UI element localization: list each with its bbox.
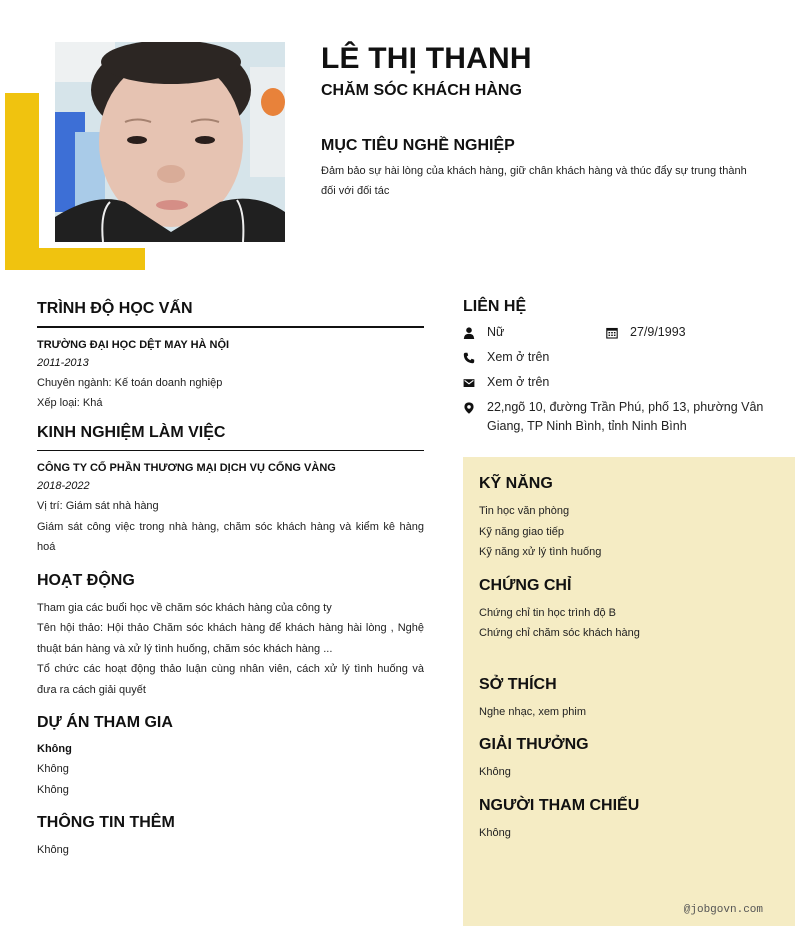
hobbies-text: Nghe nhạc, xem phim <box>479 705 586 718</box>
education-section <box>37 298 424 414</box>
certificates-heading: CHỨNG CHỈ <box>479 576 572 594</box>
email-value: Xem ở trên <box>487 375 550 389</box>
address-field <box>463 398 793 436</box>
education-heading: TRÌNH ĐỘ HỌC VẤN <box>37 300 193 317</box>
skill-item: Tin học văn phòng <box>479 505 570 517</box>
envelope-icon <box>463 373 487 392</box>
gender-field <box>463 323 606 342</box>
awards-text: Không <box>479 766 511 778</box>
extra-info-text: Không <box>37 844 69 856</box>
activities-section <box>37 570 424 701</box>
skill-item: Kỹ năng xử lý tình huống <box>479 546 602 558</box>
left-column <box>37 298 424 861</box>
references-section <box>479 795 779 844</box>
references-heading: NGƯỜI THAM CHIẾU <box>479 796 640 814</box>
map-pin-icon <box>463 398 487 417</box>
activity-item: Tổ chức các hoạt động thảo luận cùng nhân viên, cách xử lý tình huống và đưa ra cách giải quyết <box>37 663 424 696</box>
experience-position: Vị trí: Giám sát nhà hàng <box>37 500 159 512</box>
certificates-section <box>479 575 779 644</box>
education-grade: Xếp loại: Khá <box>37 397 103 409</box>
hobbies-heading: SỞ THÍCH <box>479 675 557 693</box>
company-name: CÔNG TY CỐ PHẦN THƯƠNG MẠI DỊCH VỤ CỐNG VÀNG <box>37 462 336 474</box>
project-line: Không <box>37 763 69 775</box>
contact-heading: LIÊN HỆ <box>463 298 527 315</box>
skills-section <box>479 473 779 563</box>
phone-icon <box>463 348 487 367</box>
profile-photo <box>55 42 285 242</box>
certificate-item: Chứng chỉ chăm sóc khách hàng <box>479 627 640 639</box>
extra-info-heading: THÔNG TIN THÊM <box>37 814 175 831</box>
education-major: Chuyên ngành: Kế toán doanh nghiệp <box>37 376 223 389</box>
hobbies-section <box>479 674 779 723</box>
side-panel <box>463 457 795 926</box>
activity-item: Tham gia các buổi học về chăm sóc khách hàng của công ty <box>37 601 332 614</box>
experience-heading: KINH NGHIỆM LÀM VIỆC <box>37 423 226 441</box>
birthday-field <box>606 323 749 342</box>
calendar-icon <box>606 323 630 342</box>
address-value: 22,ngõ 10, đường Trần Phú, phố 13, phường Vân Giang, TP Ninh Bình, tỉnh Ninh Bình <box>487 400 764 433</box>
phone-field <box>463 348 793 367</box>
project-name: Không <box>37 743 72 755</box>
projects-heading: DỰ ÁN THAM GIA <box>37 714 173 731</box>
project-line: Không <box>37 783 69 796</box>
candidate-name: LÊ THỊ THANH <box>321 42 532 75</box>
user-icon <box>463 323 487 342</box>
accent-bar-vertical <box>5 93 39 270</box>
birthday-value: 27/9/1993 <box>630 325 686 339</box>
experience-description: Giám sát công việc trong nhà hàng, chăm sóc khách hàng và kiểm kê hàng hoá <box>37 520 424 553</box>
skills-heading: KỸ NĂNG <box>479 475 553 492</box>
experience-period: 2018-2022 <box>37 480 90 492</box>
school-name: TRƯỜNG ĐẠI HỌC DỆT MAY HÀ NỘI <box>37 338 230 351</box>
watermark: @jobgovn.com <box>683 904 763 916</box>
contact-row-gender-birthday <box>463 323 793 342</box>
activities-heading: HOẠT ĐỘNG <box>37 571 135 589</box>
objective-heading: MỤC TIÊU NGHỀ NGHIỆP <box>321 137 515 154</box>
gender-value: Nữ <box>487 325 505 339</box>
awards-section <box>479 734 779 783</box>
accent-bar-horizontal <box>5 248 145 270</box>
skill-item: Kỹ năng giao tiếp <box>479 525 565 538</box>
certificate-item: Chứng chỉ tin học trình độ B <box>479 606 616 619</box>
awards-heading: GIẢI THƯỞNG <box>479 736 589 753</box>
section-divider <box>37 450 424 452</box>
references-text: Không <box>479 826 511 839</box>
objective-text: Đảm bảo sự hài lòng của khách hàng, giữ chân khách hàng và thúc đẩy sự trung thành đối với đối tác <box>321 165 747 197</box>
phone-value: Xem ở trên <box>487 350 550 364</box>
contact-section <box>463 296 793 442</box>
job-title: CHĂM SÓC KHÁCH HÀNG <box>321 82 522 99</box>
section-divider <box>37 326 424 328</box>
email-field <box>463 373 793 392</box>
education-period: 2011-2013 <box>37 356 89 369</box>
activity-item: Tên hội thảo: Hội thảo Chăm sóc khách hàng để khách hàng hài lòng , Nghệ thuật bán hàng và xử lý tình huống, chăm sóc khách hàng ... <box>37 622 424 655</box>
extra-info-section <box>37 812 424 861</box>
portrait-image <box>55 42 285 242</box>
experience-section <box>37 422 424 558</box>
projects-section <box>37 712 424 800</box>
